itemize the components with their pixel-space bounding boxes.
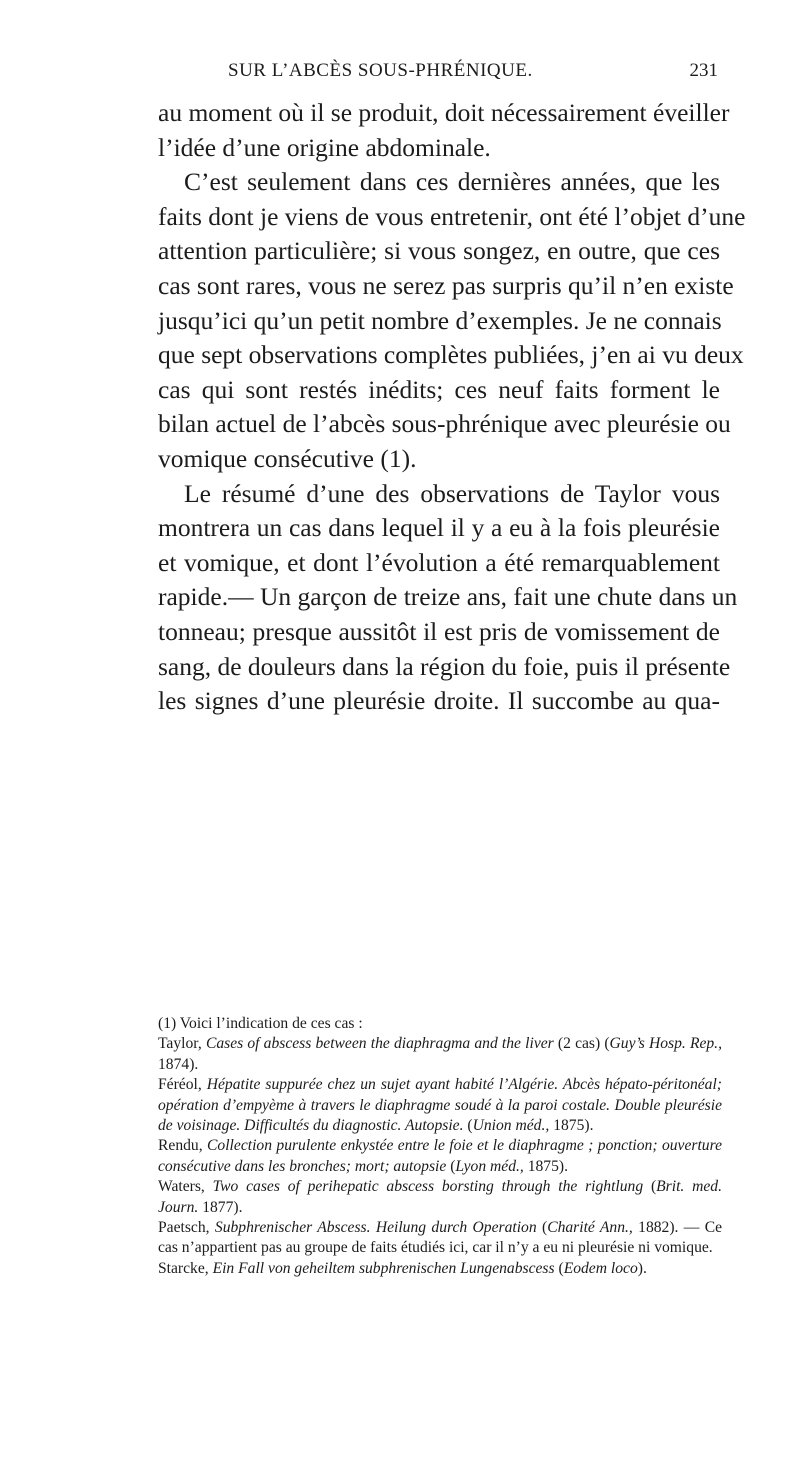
footnote-ref-fereol: Féréol, Hépatite suppurée chez un sujet ayant habité l’Algérie. Abcès hépato-péritonéal; opération d’empyème à travers le diaphragme soudé à la paroi costale. Double pleurésie de voisinage. Difficultés du diagnostic. Autopsie. (Union méd., 1875). — [158, 1076, 722, 1135]
footnote-intro: (1) Voici l’indication de ces cas : — [158, 1015, 363, 1032]
body-line: que sept observations complètes publiées, j’en ai vu deux — [158, 340, 744, 370]
body-line: C’est seulement dans ces dernières années, que les — [184, 167, 720, 197]
body-line: montrera un cas dans lequel il y a eu à la fois pleurésie — [158, 513, 720, 543]
page-number: 231 — [689, 60, 718, 81]
body-text — [158, 96, 746, 719]
body-line: et vomique, et dont l’évolution a été remarquablement — [158, 547, 720, 577]
footnote-ref-rendu: Rendu, Collection purulente enkystée entre le foie et le diaphragme ; ponction; ouverture consécutive dans les bronches; mort; autopsie (Lyon méd., 1875). — [158, 1137, 722, 1175]
body-line: attention particulière; si vous songez, en outre, que ces — [158, 236, 720, 266]
body-line: cas qui sont restés inédits; ces neuf faits forment le — [158, 374, 720, 404]
body-line: tonneau; presque aussitôt il est pris de vomissement de — [158, 616, 720, 646]
body-line: sang, de douleurs dans la région du foie, puis il présente — [158, 651, 731, 681]
body-line: les signes d’une pleurésie droite. Il succombe au qua- — [158, 686, 720, 716]
body-line: l’idée d’une origine abdominale. — [158, 132, 491, 162]
footnote-ref-taylor: Taylor, Cases of abscess between the diaphragma and the liver (2 cas) (Guy’s Hosp. Rep., 1874). — [158, 1035, 722, 1073]
footnotes — [158, 1014, 722, 1279]
running-title: SUR L’ABCÈS SOUS-PHRÉNIQUE. — [228, 60, 533, 81]
body-line: au moment où il se produit, doit nécessairement éveiller — [158, 98, 730, 127]
body-line: vomique consécutive (1). — [158, 443, 417, 473]
body-line: jusqu’ici qu’un petit nombre d’exemples. Je ne connais — [158, 305, 722, 335]
body-line: Le résumé d’une des observations de Taylor vous — [184, 478, 720, 508]
footnote-ref-paetsch: Paetsch, Subphrenischer Abscess. Heilung durch Operation (Charité Ann., 1882). — Ce cas n’appartient pas au groupe de faits étudiés ici, car il n’y a eu ni pleurésie ni vomique. — [158, 1219, 723, 1257]
footnote-ref-starcke: Starcke, Ein Fall von geheiltem subphrenischen Lungenabscess (Eodem loco). — [158, 1259, 647, 1277]
body-line: bilan actuel de l’abcès sous-phrénique avec pleurésie ou — [158, 409, 731, 439]
body-line: cas sont rares, vous ne serez pas surpris qu’il n’en existe — [158, 270, 734, 300]
body-line: rapide.— Un garçon de treize ans, fait une chute dans un — [158, 582, 738, 612]
body-line: faits dont je viens de vous entretenir, ont été l’objet d’une — [158, 201, 746, 231]
running-head — [158, 60, 718, 84]
footnote-ref-waters: Waters, Two cases of perihepatic abscess borsting through the rightlung (Brit. med. Journ. 1877). — [158, 1178, 722, 1216]
